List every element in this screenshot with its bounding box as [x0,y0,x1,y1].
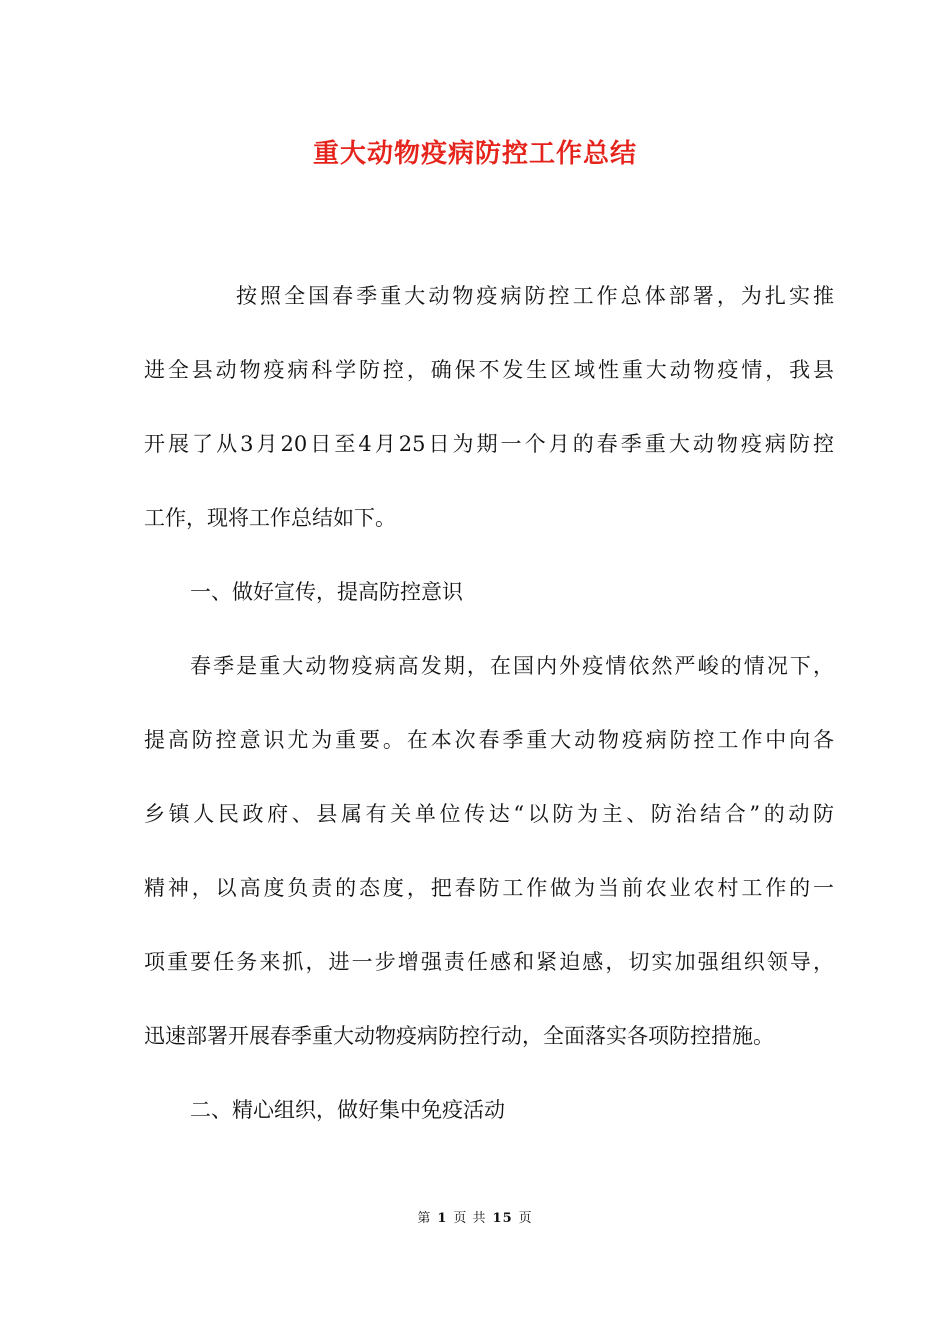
document-title: 重大动物疫病防控工作总结 [312,139,637,169]
section-heading: 一、做好宣传，提高防控意识 [190,580,463,604]
paragraph-line: 开展了从3月20日至4月25日为期一个月的春季重大动物疫病防控 [144,432,834,456]
paragraph-line: 进全县动物疫病科学防控，确保不发生区域性重大动物疫情，我县 [144,358,834,382]
paragraph-line: 迅速部署开展春季重大动物疫病防控行动，全面落实各项防控措施。 [144,1024,774,1048]
paragraph-line: 乡镇人民政府、县属有关单位传达“以防为主、防治结合”的动防 [144,802,834,826]
footer-middle: 页 共 [453,1211,487,1226]
footer-total-pages: 15 [492,1211,513,1226]
paragraph-line: 项重要任务来抓，进一步增强责任感和紧迫感，切实加强组织领导， [144,950,834,974]
paragraph-line: 按照全国春季重大动物疫病防控工作总体部署，为扎实推 [236,284,834,308]
paragraph-line: 工作，现将工作总结如下。 [144,506,396,530]
footer-suffix: 页 [518,1211,533,1226]
footer-prefix: 第 [417,1211,432,1226]
page-footer [0,1210,950,1228]
footer-page-number: 1 [437,1211,448,1226]
paragraph-line: 春季是重大动物疫病高发期，在国内外疫情依然严峻的情况下， [190,654,834,678]
paragraph-line: 精神，以高度负责的态度，把春防工作做为当前农业农村工作的一 [144,876,834,900]
paragraph-line: 提高防控意识尤为重要。在本次春季重大动物疫病防控工作中向各 [144,728,834,752]
section-heading: 二、精心组织，做好集中免疫活动 [190,1098,505,1122]
